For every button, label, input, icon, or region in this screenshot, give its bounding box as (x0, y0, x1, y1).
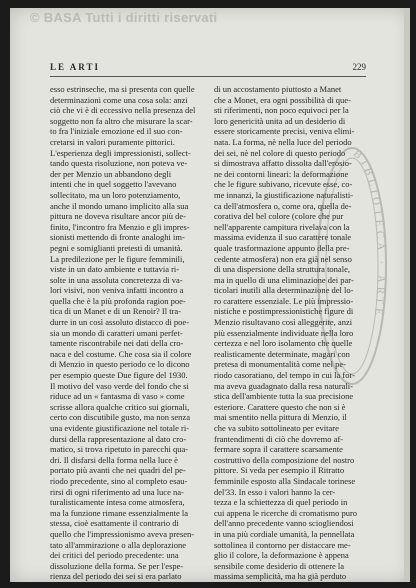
text-line: matico, si trova ripetuto in parecchi qua- (50, 444, 189, 455)
text-line: femminile esposto alla Sindacale torinese (214, 475, 356, 486)
text-line: tica di un Manet e di un Renoir? Il tra- (50, 306, 181, 317)
text-line: quale trasformazione appunto della pre- (214, 242, 350, 253)
text-line: essere storicamente precisi, veniva elimi- (214, 126, 355, 137)
text-line: tando questa risoluzione, non poteva ve- (50, 158, 188, 169)
text-line: pittore. Si veda per esempio il Ritratto (214, 465, 345, 476)
text-line: che va subito sottolineato per evitare (214, 423, 339, 433)
text-line: sollecitato, ma un loro potenziamento, (50, 189, 181, 200)
text-line: esso estrinseche, ma si presenta con quelle (50, 84, 195, 94)
text-line: costruttivo della composizione del nostro (214, 454, 355, 465)
text-line: di un accostamento piuttosto a Manet (214, 84, 342, 94)
text-line: ro carattere essenziale. Le più impressio- (214, 295, 354, 306)
text-line: rirsi di ogni riferimento ad una luce na- (50, 486, 184, 497)
text-line: in una più cordiale umanità, la pennellata (214, 528, 355, 539)
text-line: lori visivi, non veniva infatti incontro a (50, 285, 184, 296)
text-line: L'esperienza degli impressionisti, sollect- (50, 147, 191, 158)
text-line: sti riferimenti, non poco equivoci per la (214, 105, 349, 116)
text-line: cui appena le ricerche di cromatismo puro (214, 507, 358, 518)
watermark-text: © BASA Tutti i diritti riservati (30, 10, 218, 25)
page-header (50, 62, 366, 76)
text-line: sensibile come desiderio di ottenere la (214, 560, 345, 571)
text-line: nell'apparente campitura rivelava con la (214, 221, 350, 232)
text-line: tezza e la schiettezza di quel periodo in (214, 497, 348, 508)
text-line: stica dell'ambiente tutta la sua precisione (214, 391, 354, 402)
text-line: quello che l'impressionismo aveva presen- (50, 528, 195, 539)
text-line: sia un mondo di caratteri umani perfet- (50, 327, 183, 338)
text-line: me innanzi, la giustificazione naturalisti- (214, 189, 354, 200)
text-line: una evidente giustificazione nel totale ri- (50, 423, 190, 433)
text-line: ciò che vi è di eccessivo nella presenza del (50, 105, 196, 116)
text-line: ca dell'atmosfera o, come ora, quella de- (214, 200, 352, 211)
text-line: Menzio risultavano così alleggerite, anzi (214, 317, 353, 328)
stamp-ring-text: BIBLIOTECA · ARTE (350, 147, 387, 320)
text-line: scrisse allora qualche critico sui giornali, (50, 401, 190, 412)
text-line: di Menzio in questo periodo ce lo dicono (50, 359, 190, 370)
text-line: dei sei, nè nel colore di questo periodo (214, 147, 346, 158)
text-line: sottolinea il contorno per distaccare me- (214, 539, 351, 550)
text-line: dissoluzione della forma. Se per l'espe- (50, 560, 184, 571)
text-line: si dimostrava affatto dissolta dall'erosio- (214, 158, 352, 169)
right-text-column (214, 84, 366, 582)
text-line: cretarsi in valori puramente pittorici. (50, 136, 175, 147)
text-line: di una dispersione della struttura tonale, (214, 264, 350, 275)
text-line: stessa, cioè esattamente il contrario di (50, 518, 179, 529)
text-line: solte in una assoluta concretezza di va- (50, 274, 183, 285)
text-line: che a Monet, era ogni possibilità di que- (214, 94, 351, 105)
text-line: pegni e somiglianti pretesti di umanità. (50, 242, 183, 253)
text-line: Il motivo del vaso verde del fondo che si (50, 380, 189, 391)
text-line: riduce ad un « fantasma di vaso » come (50, 391, 185, 402)
text-line: corativa del bel colore (colore che pur (214, 211, 344, 222)
text-line: dei critici del periodo precedente: una (50, 550, 179, 561)
text-line: anche il mondo umano implicito alla sua (50, 200, 189, 211)
header-rule (50, 76, 366, 77)
document-page (10, 8, 410, 582)
text-line: realisticamente determinate, magari con (214, 348, 350, 359)
page-edge (404, 8, 410, 582)
text-line: turalisticamente intesa come atmosfera, (50, 497, 185, 508)
text-line: quella che è la più profonda ragion poe- (50, 295, 186, 306)
text-line: soggetto non fa altro che misurare la scar- (50, 115, 193, 126)
text-line: nistiche e postimpressionistiche figure di (214, 306, 354, 317)
text-line: frantendimenti di ciò che dovremo af- (214, 433, 344, 444)
text-line: durre in un così assoluto distacco di poe- (50, 317, 190, 328)
text-line: determinazioni come una cosa sola: anzi (50, 94, 188, 105)
text-line: riodo precedente, sino al completo esau- (50, 475, 188, 486)
text-line: loro genericità unita ad un desiderio di (214, 115, 346, 126)
text-line: to fra l'iniziale emozione ed il suo con- (50, 126, 183, 137)
text-line: rienza del periodo dei sei si era parlato (50, 571, 182, 582)
text-line: tamente riscontrabile nei dati della cro- (50, 338, 184, 349)
text-line: certo con discutibile gusto, ma non senza (50, 412, 190, 423)
text-line: certezza e nel loro isolamento che quelle (214, 338, 353, 349)
text-line: intenti che in quel soggetto l'avevano (50, 179, 177, 190)
text-line: naca e del costume. Che cosa sia il colore (50, 348, 192, 359)
text-line: viste in un dato ambiente e tuttavia ri- (50, 264, 180, 275)
text-line: ne dei contorni lineari: la deformazione (214, 168, 349, 179)
text-line: sionisti mettendo di fronte analoghi im- (50, 232, 185, 243)
text-line: massima semplicità, ma ha già perduto (214, 571, 347, 582)
text-line: finito, l'incontro fra Menzio e gli impres- (50, 221, 190, 232)
text-line: portato più avanti che nei quadri del pe- (50, 465, 186, 476)
text-line: massima evidenza il suo carattere tonale (214, 232, 352, 243)
page-number: 229 (352, 62, 366, 72)
text-line: der per Menzio un abbandono degli (50, 168, 172, 179)
left-text-column (50, 84, 202, 582)
text-line: dri. Il disfarsi della forma nella luce è (50, 454, 178, 465)
text-line: riodo casoratiano, del tempo in cui la for- (214, 370, 355, 381)
text-line: glio il colore, la deformazione è appena (214, 550, 349, 561)
text-line: ma in quello di una eliminazione dei par- (214, 274, 354, 285)
text-line: dell'anno precedente vanno sciogliendosi (214, 518, 354, 529)
text-line: pittura ne doveva risultare ancor più de- (50, 211, 186, 222)
text-line: ticolari inutili alla determinazione del lo- (214, 285, 354, 296)
text-line: più essenzialmente individuate nella loro (214, 327, 354, 338)
text-line: pretesa di monumentalità come nel pe- (214, 359, 346, 370)
text-line: esteriore. Carattere questo che non si è (214, 401, 346, 412)
text-line: nata. La forma, nè nella luce del periodo (214, 136, 352, 147)
text-line: ma aveva guadagnato dalla resa naturali- (214, 380, 354, 391)
text-line: per esempio queste Due figure del 1930. (50, 370, 188, 381)
text-line: cedente atmosfera) non era già nel senso (214, 253, 352, 264)
text-line: dursi della rappresentazione al dato cro- (50, 433, 187, 444)
text-line: del'33. In esso i valori hanno la cer- (214, 486, 336, 497)
text-line: tato all'ammirazione o alla deplorazione (50, 539, 187, 550)
text-line: ma la funzione rimane essenzialmente la (50, 507, 189, 518)
running-head: LE ARTI (50, 62, 100, 72)
text-line: che le figure subivano, ricevute esse, co- (214, 179, 353, 190)
text-line: fermare sopra il carattere scarsamente (214, 444, 343, 455)
text-line: La predilezione per le figure femminili, (50, 253, 185, 264)
text-line: mai smentito nella pittura di Menzio, il (214, 412, 347, 423)
